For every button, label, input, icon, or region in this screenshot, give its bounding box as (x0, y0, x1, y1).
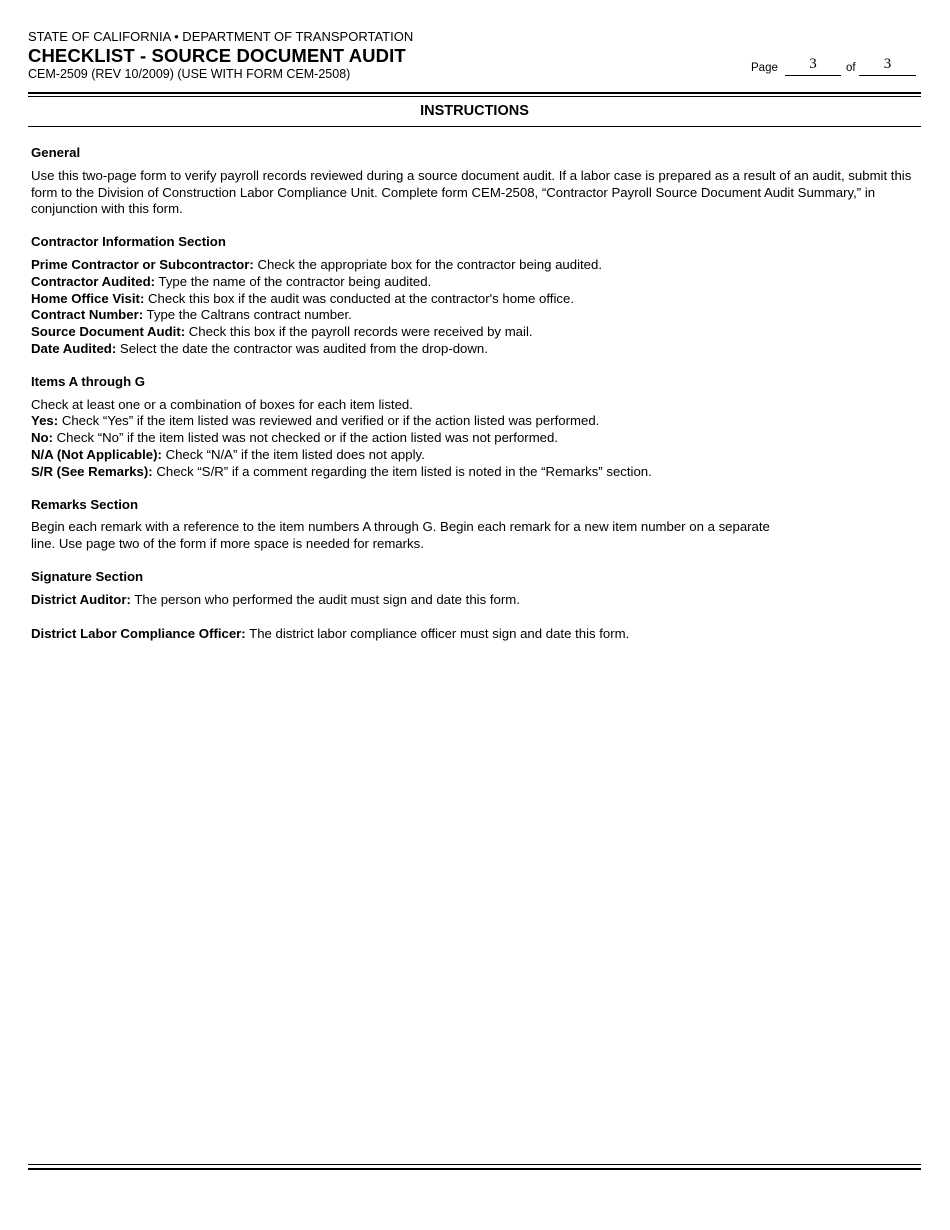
definition-item (31, 274, 921, 291)
definition-term: No: (31, 430, 53, 446)
definition-desc: Check “N/A” if the item listed does not apply. (165, 446, 425, 462)
instructions-body (31, 145, 921, 658)
definition-term: Source Document Audit: (31, 324, 186, 340)
general-text: Use this two-page form to verify payroll records reviewed during a source document audit. If a labor case is prepared as a result of an audit, submit this form to the Division of Construction Labor Compliance Unit. Complete form CEM-2508, “Contractor Payroll Source Document Audit Summary,” in conjunction with this form. (31, 167, 912, 217)
definition-term: Yes: (31, 413, 59, 429)
signature-heading: Signature Section (31, 568, 144, 584)
contractor-info-heading: Contractor Information Section (31, 234, 226, 250)
definition-item (31, 291, 921, 308)
definition-item (31, 324, 921, 341)
definition-item (31, 413, 921, 430)
definition-term: Contract Number: (31, 307, 144, 323)
definition-term: S/R (See Remarks): (31, 463, 153, 479)
page-number: 3 (785, 56, 841, 76)
definition-desc: Type the Caltrans contract number. (146, 307, 352, 323)
definition-item (31, 307, 921, 324)
definition-desc: The district labor compliance officer must sign and date this form. (249, 625, 630, 641)
header-divider (28, 92, 921, 97)
definition-desc: The person who performed the audit must sign and date this form. (134, 591, 520, 607)
definition-desc: Check this box if the payroll records were received by mail. (188, 324, 533, 340)
definition-term: Prime Contractor or Subcontractor: (31, 256, 254, 272)
definition-item (31, 464, 921, 481)
form-title: CHECKLIST - SOURCE DOCUMENT AUDIT (28, 45, 406, 66)
page-label: Page (751, 62, 778, 74)
signature-section (31, 569, 921, 642)
definition-desc: Check the appropriate box for the contractor being audited. (257, 256, 602, 272)
agency-line: STATE OF CALIFORNIA • DEPARTMENT OF TRANSPORTATION (28, 29, 414, 44)
definition-term: N/A (Not Applicable): (31, 446, 162, 462)
remarks-text: Begin each remark with a reference to the item numbers A through G. Begin each remark for a new item number on a separate line. Use page two of the form if more space is needed for remarks. (31, 519, 770, 552)
general-section (31, 145, 921, 218)
definition-term: District Labor Compliance Officer: (31, 625, 246, 641)
definition-desc: Check “S/R” if a comment regarding the item listed is noted in the “Remarks” section. (156, 463, 652, 479)
definition-term: District Auditor: (31, 591, 131, 607)
form-number: CEM-2509 (REV 10/2009) (USE WITH FORM CEM-2508) (28, 67, 351, 81)
footer-divider (28, 1164, 921, 1170)
instructions-heading: INSTRUCTIONS (420, 103, 529, 119)
definition-desc: Check “Yes” if the item listed was reviewed and verified or if the action listed was performed. (61, 413, 600, 429)
definition-desc: Check this box if the audit was conducted at the contractor's home office. (148, 290, 574, 306)
general-heading: General (31, 145, 81, 160)
contractor-info-section (31, 234, 921, 358)
items-a-g-heading: Items A through G (31, 373, 146, 389)
definition-item (31, 430, 921, 447)
definition-desc: Select the date the contractor was audited from the drop-down. (119, 340, 488, 356)
items-a-g-section (31, 374, 921, 481)
items-a-g-intro: Check at least one or a combination of boxes for each item listed. (31, 396, 413, 412)
definition-item (31, 592, 921, 609)
remarks-section (31, 497, 921, 553)
remarks-heading: Remarks Section (31, 496, 139, 512)
definition-item (31, 341, 921, 358)
definition-term: Home Office Visit: (31, 290, 145, 306)
definition-item (31, 257, 921, 274)
definition-desc: Type the name of the contractor being audited. (158, 273, 432, 289)
definition-term: Contractor Audited: (31, 273, 156, 289)
definition-desc: Check “No” if the item listed was not checked or if the action listed was not performed. (56, 430, 559, 446)
definition-term: Date Audited: (31, 340, 117, 356)
instructions-divider (28, 126, 921, 127)
definition-item (31, 626, 921, 643)
definition-item (31, 447, 921, 464)
of-label: of (846, 62, 856, 74)
page-total: 3 (859, 56, 916, 76)
